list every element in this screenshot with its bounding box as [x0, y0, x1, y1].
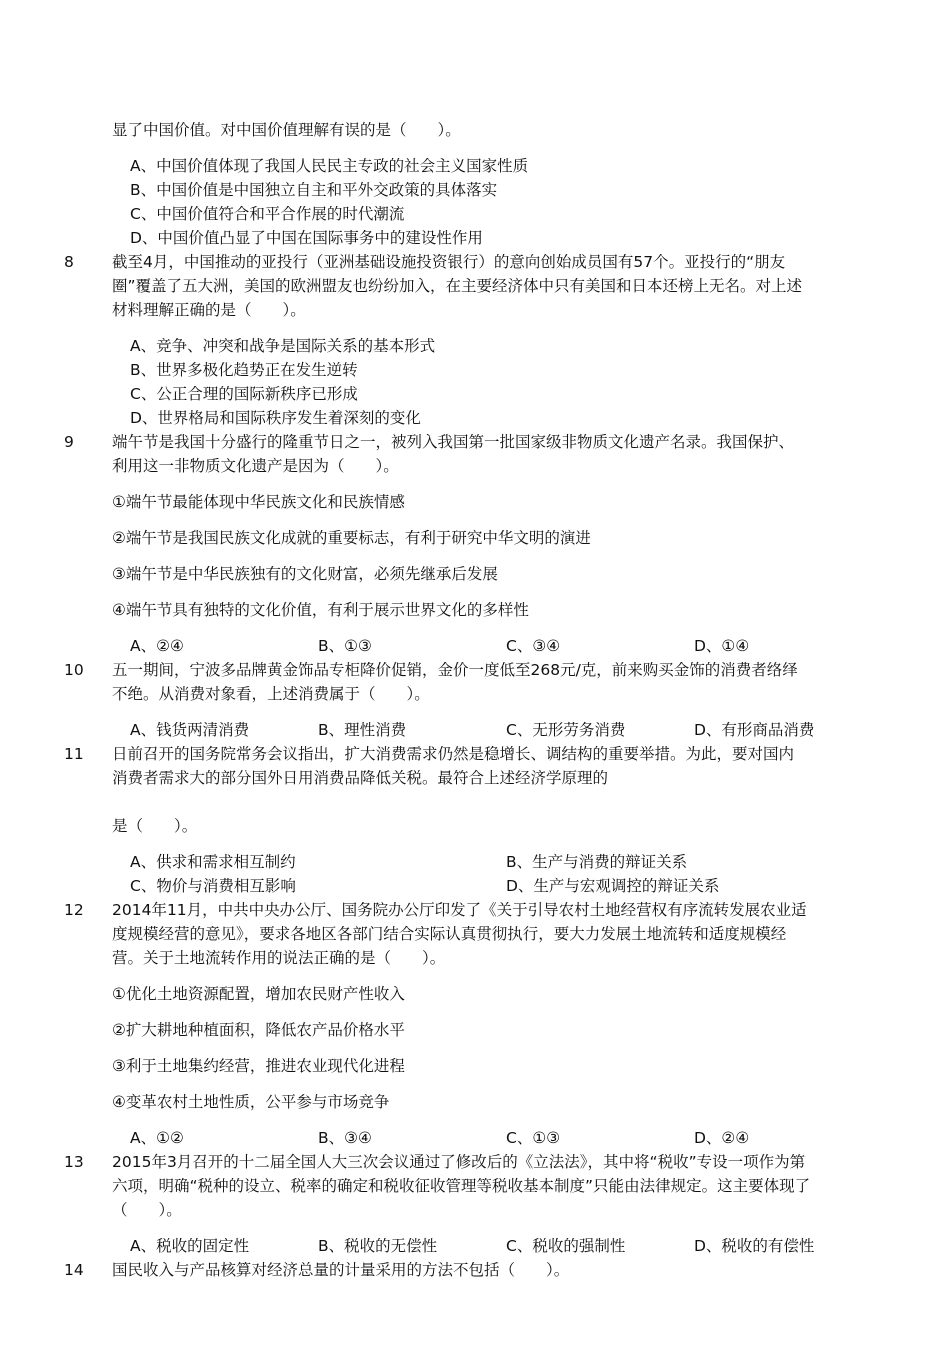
q9-number: 9	[64, 433, 74, 451]
q11-stem-line: 消费者需求大的部分国外日用消费品降低关税。最符合上述经济学原理的	[112, 769, 609, 787]
q9-stem-line: 端午节是我国十分盛行的隆重节日之一，被列入我国第一批国家级非物质文化遗产名录。我国保护、	[112, 433, 795, 451]
q12-stem-line: 营。关于土地流转作用的说法正确的是（ ）。	[112, 949, 446, 967]
q8-stem-line: 截至4月，中国推动的亚投行（亚洲基础设施投资银行）的意向创始成员国有57个。亚投行的“朋友	[112, 253, 786, 271]
q7-option-a: A、中国价值体现了我国人民民主专政的社会主义国家性质	[130, 157, 529, 175]
q12-statement-1: ①优化土地资源配置，增加农民财产性收入	[112, 985, 405, 1003]
q13-option-c: C、税收的强制性	[506, 1237, 626, 1255]
q8-stem-line: 材料理解正确的是（ ）。	[112, 301, 306, 319]
q11-stem-tail: 是（ ）。	[112, 817, 198, 835]
q8-number: 8	[64, 253, 74, 271]
q9-statement-4: ④端午节具有独特的文化价值，有利于展示世界文化的多样性	[112, 601, 529, 619]
q10-option-b: B、理性消费	[318, 721, 407, 739]
q9-statement-2: ②端午节是我国民族文化成就的重要标志，有利于研究中华文明的演进	[112, 529, 591, 547]
q13-stem-line: 六项，明确“税种的设立、税率的确定和税收征收管理等税收基本制度”只能由法律规定。这主要体现了	[112, 1177, 811, 1195]
q11-option-d: D、生产与宏观调控的辩证关系	[506, 877, 720, 895]
q13-number: 13	[64, 1153, 84, 1171]
q9-option-a: A、②④	[130, 637, 184, 655]
q12-statement-2: ②扩大耕地种植面积，降低农产品价格水平	[112, 1021, 405, 1039]
q12-option-b: B、③④	[318, 1129, 372, 1147]
q12-statement-4: ④变革农村土地性质，公平参与市场竞争	[112, 1093, 390, 1111]
q9-option-c: C、③④	[506, 637, 561, 655]
q10-stem-line: 不绝。从消费对象看，上述消费属于（ ）。	[112, 685, 430, 703]
q10-option-c: C、无形劳务消费	[506, 721, 626, 739]
q7-option-d: D、中国价值凸显了中国在国际事务中的建设性作用	[130, 229, 483, 247]
q7-stem-tail: 显了中国价值。对中国价值理解有误的是（ ）。	[112, 121, 461, 139]
q9-option-d: D、①④	[694, 637, 750, 655]
q12-option-c: C、①③	[506, 1129, 561, 1147]
q8-option-b: B、世界多极化趋势正在发生逆转	[130, 361, 358, 379]
q12-stem-line: 度规模经营的意见》，要求各地区各部门结合实际认真贯彻执行，要大力发展土地流转和适度规模经	[112, 925, 787, 943]
q13-option-d: D、税收的有偿性	[694, 1237, 815, 1255]
q12-stem-line: 2014年11月，中共中央办公厅、国务院办公厅印发了《关于引导农村土地经营权有序流转发展农业适	[112, 901, 807, 919]
q10-option-d: D、有形商品消费	[694, 721, 815, 739]
q14-number: 14	[64, 1261, 84, 1279]
q8-option-c: C、公正合理的国际新秩序已形成	[130, 385, 358, 403]
q10-stem-line: 五一期间，宁波多品牌黄金饰品专柜降价促销，金价一度低至268元/克，前来购买金饰的消费者络绎	[112, 661, 798, 679]
q8-option-d: D、世界格局和国际秩序发生着深刻的变化	[130, 409, 421, 427]
q10-number: 10	[64, 661, 84, 679]
q12-statement-3: ③利于土地集约经营，推进农业现代化进程	[112, 1057, 405, 1075]
q7-option-b: B、中国价值是中国独立自主和平外交政策的具体落实	[130, 181, 498, 199]
q11-option-b: B、生产与消费的辩证关系	[506, 853, 688, 871]
q13-stem-line: （ ）。	[112, 1201, 182, 1219]
q9-statement-3: ③端午节是中华民族独有的文化财富，必须先继承后发展	[112, 565, 498, 583]
q12-option-d: D、②④	[694, 1129, 750, 1147]
q13-stem-line: 2015年3月召开的十二届全国人大三次会议通过了修改后的《立法法》，其中将“税收”专设一项作为第	[112, 1153, 806, 1171]
q12-number: 12	[64, 901, 84, 919]
q9-option-b: B、①③	[318, 637, 372, 655]
q12-option-a: A、①②	[130, 1129, 184, 1147]
q14-stem-line: 国民收入与产品核算对经济总量的计量采用的方法不包括（ ）。	[112, 1261, 570, 1279]
q11-option-c: C、物价与消费相互影响	[130, 877, 296, 895]
q8-stem-line: 圈”覆盖了五大洲，美国的欧洲盟友也纷纷加入，在主要经济体中只有美国和日本还榜上无名。对上述	[112, 277, 803, 295]
q11-number: 11	[64, 745, 84, 763]
q9-statement-1: ①端午节最能体现中华民族文化和民族情感	[112, 493, 405, 511]
q11-stem-line: 日前召开的国务院常务会议指出，扩大消费需求仍然是稳增长、调结构的重要举措。为此，要对国内	[112, 745, 795, 763]
q10-option-a: A、钱货两清消费	[130, 721, 250, 739]
q7-option-c: C、中国价值符合和平合作展的时代潮流	[130, 205, 405, 223]
q13-option-a: A、税收的固定性	[130, 1237, 250, 1255]
q9-stem-line: 利用这一非物质文化遗产是因为（ ）。	[112, 457, 399, 475]
q11-option-a: A、供求和需求相互制约	[130, 853, 296, 871]
q8-option-a: A、竞争、冲突和战争是国际关系的基本形式	[130, 337, 436, 355]
q13-option-b: B、税收的无偿性	[318, 1237, 438, 1255]
